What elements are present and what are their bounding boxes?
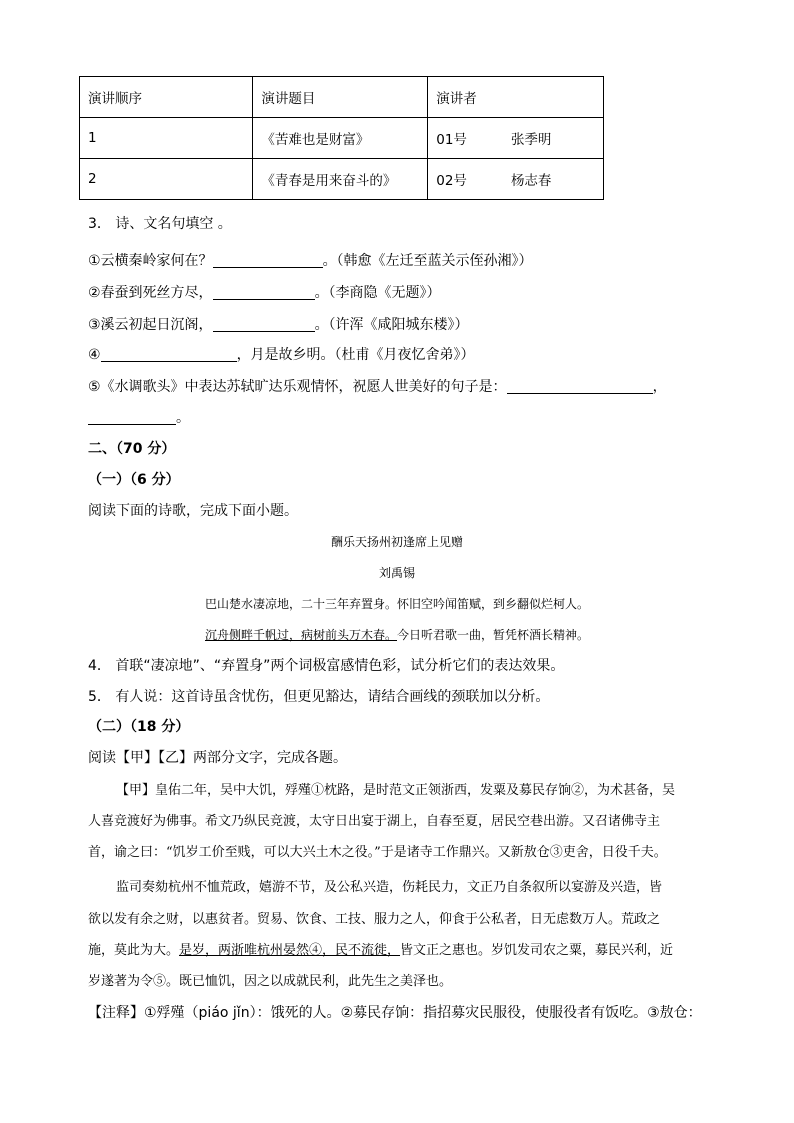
table-header-cell: 演讲者 xyxy=(428,77,604,118)
part-heading: （二）（18 分） xyxy=(88,719,190,735)
section-heading: 二、（70 分） xyxy=(88,441,176,457)
poem-line: 巴山楚水凄凉地，二十三年弃置身。怀旧空吟闻笛赋，到乡翻似烂柯人。 xyxy=(204,597,589,611)
question-5: 5． 有人说：这首诗虽含忧伤，但更见豁达，请结合画线的颈联加以分析。 xyxy=(88,689,550,705)
table-row xyxy=(80,118,604,159)
blank-source: 。（韩愈《左迁至蓝关示侄孙湘》） xyxy=(322,253,533,269)
speaker-name: 张季明 xyxy=(510,132,552,148)
passage-line: 岁遂著为令⑤。既已恤饥，因之以成就民利，此先生之美泽也。 xyxy=(88,974,453,989)
passage-line: 首，谕之曰：“饥岁工价至贱，可以大兴土木之役。”于是诸寺工作鼎兴。又新敖仓③吏舍，日役千夫。 xyxy=(88,845,667,860)
blank-prompt: ③溪云初起日沉阁， xyxy=(88,317,213,333)
blank-source: ，月是故乡明。（杜甫《月夜忆舍弟》） xyxy=(236,347,475,363)
table-cell-speaker xyxy=(428,118,604,159)
table-cell-speaker xyxy=(428,159,604,200)
poem-line-rest: 今日听君歌一曲，暂凭杯酒长精神。 xyxy=(397,628,590,642)
blank-punctuation: 。 xyxy=(176,410,190,426)
passage-line: 【甲】皇佑二年，吴中大饥，殍殣①枕路，是时范文正领浙西，发粟及募民存饷②，为术甚备，吴 xyxy=(116,783,676,798)
poem-author: 刘禹锡 xyxy=(378,566,415,580)
answer-blank[interactable] xyxy=(213,317,315,332)
blank-punctuation: ， xyxy=(652,379,667,395)
passage-line: 人喜竞渡好为佛事。希文乃纵民竞渡，太守日出宴于湖上，自春至夏，居民空巷出游。又召诸佛寺主 xyxy=(88,814,661,829)
blank-source: 。（李商隐《无题》） xyxy=(314,285,441,301)
answer-blank[interactable] xyxy=(101,347,237,362)
table-cell-order: 1 xyxy=(80,118,253,159)
table-cell-title: 《青春是用来奋斗的》 xyxy=(253,159,428,200)
answer-blank[interactable] xyxy=(213,253,323,268)
instruction-text: 阅读下面的诗歌，完成下面小题。 xyxy=(88,503,298,519)
fill-blank-5-cont xyxy=(88,408,190,428)
underlined-sentence: 是岁，两浙唯杭州晏然④，民不流徙， xyxy=(179,943,401,958)
passage-line xyxy=(88,941,673,961)
passage-line: 欲以发有余之财，以惠贫者。贸易、饮食、工技、服力之人，仰食于公私者，日无虑数万人。荒政之 xyxy=(88,912,661,927)
fill-blank-3 xyxy=(88,315,469,335)
table-row xyxy=(80,159,604,200)
blank-prompt: ④ xyxy=(88,347,101,363)
blank-prompt: ①云横秦岭家何在？ xyxy=(88,253,213,269)
answer-blank[interactable] xyxy=(88,410,176,425)
part-heading: （一）（6 分） xyxy=(88,472,180,488)
passage-text: 皆文正之惠也。岁饥发司农之粟，募民兴利，近 xyxy=(400,943,674,958)
answer-blank[interactable] xyxy=(507,379,653,394)
speaker-name: 杨志春 xyxy=(510,173,552,189)
poem-line xyxy=(0,625,794,645)
underlined-couplet: 沉舟侧畔千帆过，病树前头万木春。 xyxy=(204,628,397,642)
fill-blank-4 xyxy=(88,345,475,365)
speaker-number: 02号 xyxy=(436,173,467,189)
passage-line: 监司奏劾杭州不恤荒政，嬉游不节，及公私兴造，伤耗民力，文正乃自条叙所以宴游及兴造，皆 xyxy=(116,880,663,895)
fill-blank-5 xyxy=(88,377,667,397)
table-header-cell: 演讲顺序 xyxy=(80,77,253,118)
table-cell-order: 2 xyxy=(80,159,253,200)
table-cell-title: 《苦难也是财富》 xyxy=(253,118,428,159)
question-4: 4． 首联“凄凉地”、“弃置身”两个词极富感情色彩，试分析它们的表达效果。 xyxy=(88,658,565,674)
blank-prompt: ⑤《水调歌头》中表达苏轼旷达乐观情怀，祝愿人世美好的句子是： xyxy=(88,379,507,395)
table-header-row xyxy=(80,77,604,118)
fill-blank-2 xyxy=(88,283,441,303)
question-3-title: 3． 诗、文名句填空 。 xyxy=(88,216,232,232)
poem-title: 酬乐天扬州初逢席上见赠 xyxy=(330,535,463,549)
table-header-cell: 演讲题目 xyxy=(253,77,428,118)
blank-prompt: ②春蚕到死丝方尽， xyxy=(88,285,213,301)
passage-text: 施，莫此为大。 xyxy=(88,943,180,958)
answer-blank[interactable] xyxy=(213,285,315,300)
blank-source: 。（许浑《咸阳城东楼》） xyxy=(314,317,469,333)
instruction-text: 阅读【甲】【乙】两部分文字，完成各题。 xyxy=(88,750,347,766)
fill-blank-1 xyxy=(88,251,533,271)
speaker-number: 01号 xyxy=(436,132,467,148)
annotation-notes: 【注释】①殍殣（piáo jǐn）：饿死的人。②募民存饷：指招募灾民服役，使服役者有饭吃。③敖仓： xyxy=(88,1005,702,1021)
speech-schedule-table xyxy=(79,76,604,200)
